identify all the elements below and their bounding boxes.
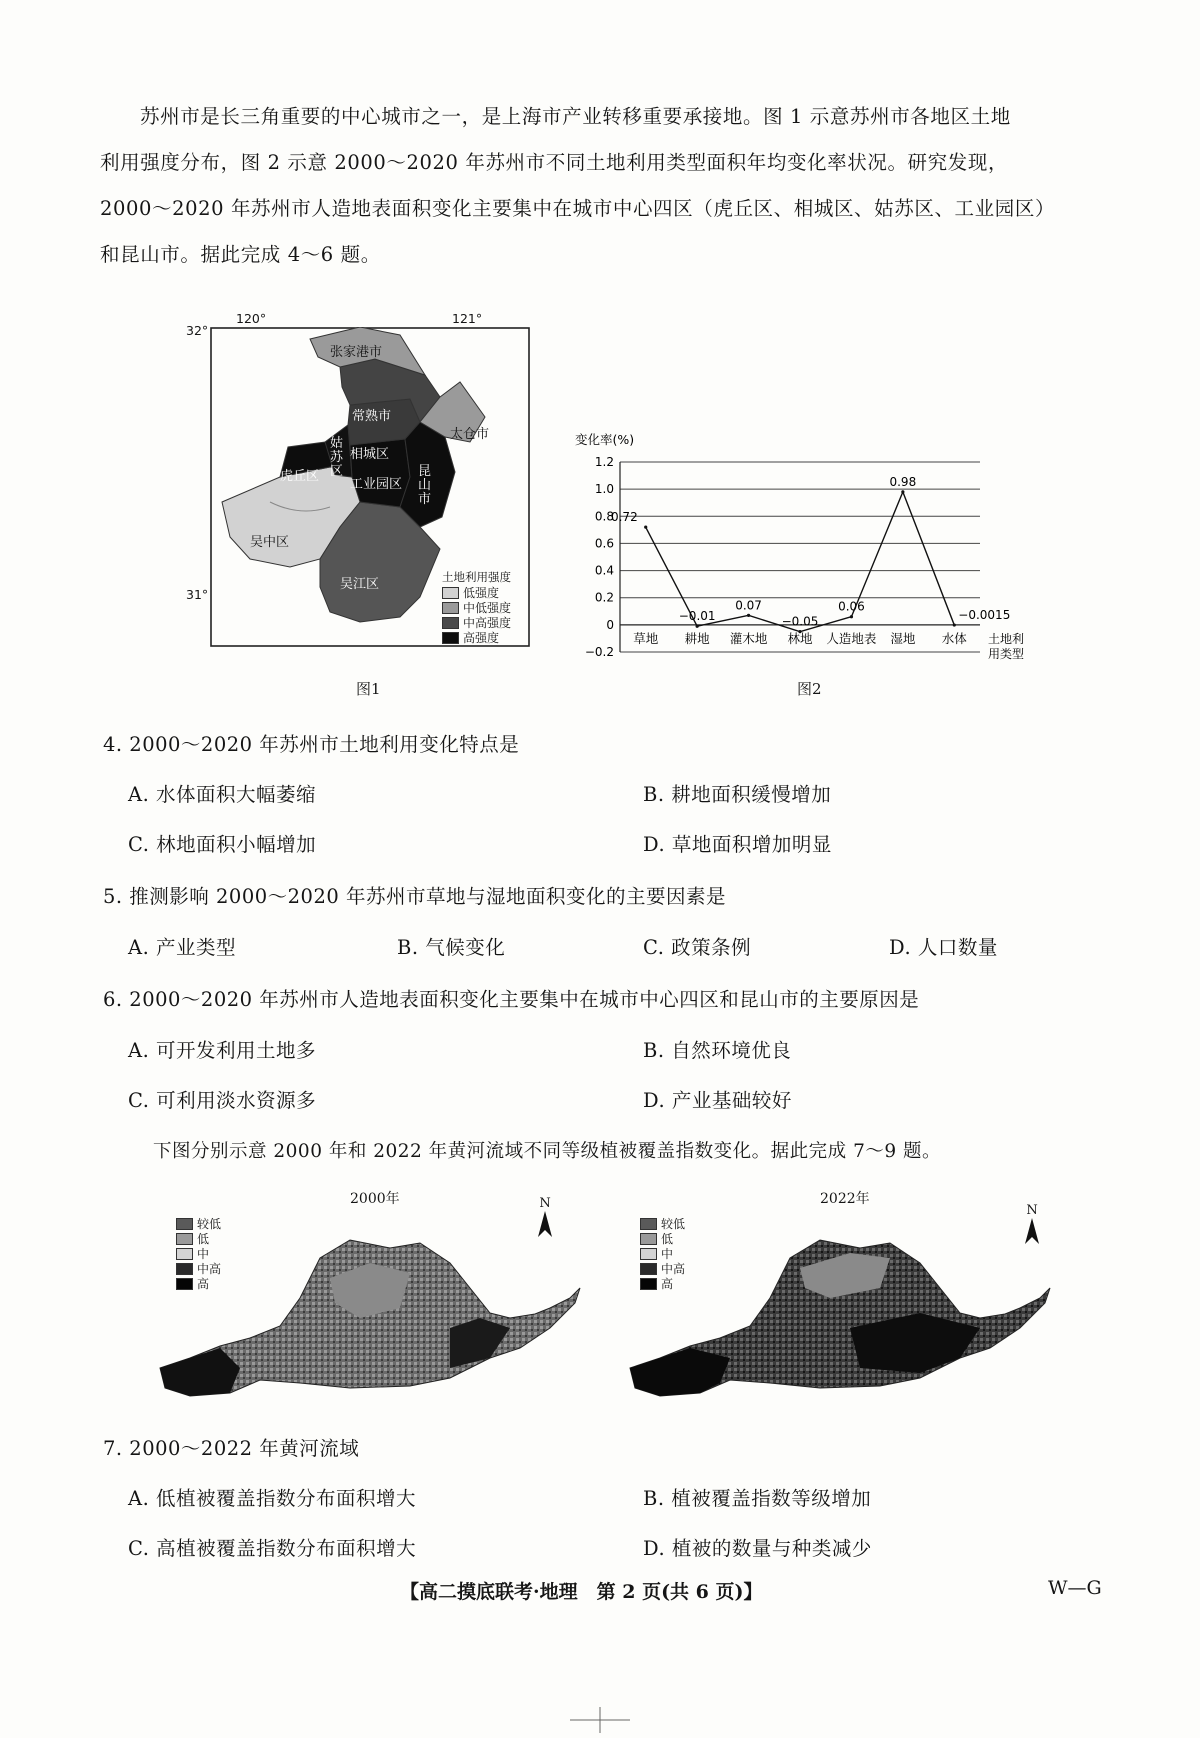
- label-kunshan: 昆山市: [418, 464, 432, 507]
- q6-option-a: A. 可开发利用土地多: [128, 1039, 316, 1062]
- x-axis-title-line-2: 用类型: [988, 646, 1025, 661]
- data-point: [747, 614, 750, 617]
- x-category-label: 灌木地: [729, 630, 768, 646]
- y-tick-label: 0.8: [594, 509, 614, 524]
- fig1-legend-item: 低强度: [442, 585, 511, 600]
- label-huqiu: 虎丘区: [280, 469, 320, 484]
- q5-option-b: B. 气候变化: [397, 936, 506, 959]
- label-changshu: 常熟市: [352, 409, 392, 424]
- q5-stem: 5. 推测影响 2000～2020 年苏州市草地与湿地面积变化的主要因素是: [103, 885, 726, 908]
- fig1-legend-item: 中高强度: [442, 615, 511, 630]
- intro-line-1: 苏州市是长三角重要的中心城市之一，是上海市产业转移重要承接地。图 1 示意苏州市各地区土地: [140, 105, 1011, 128]
- legend-item: 较低: [176, 1216, 221, 1231]
- x-category-label: 草地: [633, 630, 659, 646]
- data-point: [644, 526, 647, 529]
- x-category-label: 人造地表: [826, 630, 877, 646]
- y-tick-label: 0.2: [594, 590, 614, 605]
- intro-paragraph: [100, 94, 1105, 278]
- data-point: [696, 625, 699, 628]
- data-label: −0.05: [781, 614, 819, 629]
- intro-line-2: 利用强度分布，图 2 示意 2000～2020 年苏州市不同土地利用类型面积年均变化率状况。研究发现，: [100, 151, 1009, 174]
- label-wuzhong: 吴中区: [250, 535, 290, 550]
- label-taicang: 太仓市: [450, 427, 490, 442]
- data-label: −0.0015: [958, 608, 1011, 623]
- fig1-legend-title: 土地利用强度: [442, 570, 511, 584]
- q4-stem: 4. 2000～2020 年苏州市土地利用变化特点是: [103, 733, 520, 756]
- data-label: 0.06: [838, 599, 865, 614]
- y-tick-label: −0.2: [584, 645, 614, 659]
- intro-2: 下图分别示意 2000 年和 2022 年黄河流域不同等级植被覆盖指数变化。据此完成 7～9 题。: [153, 1141, 941, 1162]
- y-axis-title: 变化率(%): [575, 432, 635, 447]
- q4-option-a: A. 水体面积大幅萎缩: [128, 783, 316, 806]
- map-2000: [150, 1188, 590, 1403]
- legend-item: 较低: [640, 1216, 685, 1231]
- swatch-high: [442, 632, 459, 644]
- legend-item: 中高: [640, 1261, 685, 1276]
- yellow-river-basin-2000: [150, 1218, 590, 1403]
- data-label: 0.98: [889, 474, 917, 489]
- q7-option-a: A. 低植被覆盖指数分布面积增大: [128, 1487, 416, 1510]
- q6-option-b: B. 自然环境优良: [643, 1039, 792, 1062]
- q5-option-d: D. 人口数量: [889, 936, 998, 959]
- north-arrow-2022: N: [1025, 1203, 1039, 1248]
- q6-option-c: C. 可利用淡水资源多: [128, 1089, 317, 1112]
- q6-stem: 6. 2000～2020 年苏州市人造地表面积变化主要集中在城市中心四区和昆山市的主要原因是: [103, 988, 920, 1011]
- label-wujiang: 吴江区: [340, 577, 380, 592]
- swatch-mid-high: [442, 617, 459, 629]
- legend-item: 低: [176, 1231, 221, 1246]
- fig1-legend-item: 中低强度: [442, 600, 511, 615]
- q4-option-c: C. 林地面积小幅增加: [128, 833, 317, 856]
- map-2022-title: 2022年: [820, 1191, 870, 1207]
- label-yuanqu: 工业园区: [350, 477, 403, 492]
- figure-2-caption: 图2: [797, 680, 822, 698]
- figure-2-chart: [575, 430, 1055, 670]
- legend-item: 高: [176, 1276, 221, 1291]
- paper-code: W—G: [1048, 1577, 1102, 1599]
- registration-mark: [560, 1705, 640, 1735]
- legend-item: 低: [640, 1231, 685, 1246]
- label-xiangcheng: 相城区: [350, 447, 390, 462]
- legend-item: 高: [640, 1276, 685, 1291]
- x-category-label: 耕地: [684, 630, 710, 646]
- x-category-label: 林地: [787, 630, 813, 646]
- swatch-mid-low: [442, 602, 459, 614]
- q7-stem: 7. 2000～2022 年黄河流域: [103, 1437, 360, 1460]
- legend-item: 中高: [176, 1261, 221, 1276]
- q7-option-d: D. 植被的数量与种类减少: [643, 1537, 872, 1560]
- lon-label-121: 121°: [452, 311, 483, 326]
- map-2022: [620, 1188, 1060, 1403]
- q5-option-c: C. 政策条例: [643, 936, 752, 959]
- y-tick-label: 1.2: [594, 455, 614, 469]
- q7-option-b: B. 植被覆盖指数等级增加: [643, 1487, 872, 1510]
- lat-label-32: 32°: [186, 323, 209, 338]
- data-label: −0.01: [678, 609, 716, 624]
- lat-label-31: 31°: [186, 587, 209, 602]
- map-2000-title: 2000年: [350, 1191, 400, 1207]
- data-point: [953, 623, 956, 626]
- data-point: [850, 615, 853, 618]
- label-gusu: 姑苏区: [330, 436, 344, 479]
- q4-option-d: D. 草地面积增加明显: [643, 833, 832, 856]
- data-point: [901, 490, 904, 493]
- page-footer: 【高二摸底联考·地理 第 2 页(共 6 页)】: [400, 1581, 763, 1603]
- y-tick-label: 0.4: [594, 563, 614, 578]
- data-label: 0.07: [735, 598, 762, 613]
- x-category-label: 湿地: [890, 630, 916, 646]
- figure-1-map: [180, 305, 560, 665]
- label-zhangjiagang: 张家港市: [330, 345, 383, 360]
- north-arrow-2000: N: [538, 1196, 552, 1241]
- figure-1-caption: 图1: [356, 680, 381, 698]
- lon-label-120: 120°: [236, 311, 267, 326]
- swatch-low: [442, 587, 459, 599]
- x-axis-title-line-1: 土地利: [988, 631, 1025, 646]
- fig1-legend-item: 高强度: [442, 630, 511, 645]
- y-tick-label: 0.6: [594, 536, 614, 551]
- x-category-label: 水体: [941, 630, 967, 646]
- intro-line-4: 和昆山市。据此完成 4～6 题。: [100, 243, 381, 266]
- q6-option-d: D. 产业基础较好: [643, 1089, 792, 1112]
- legend-item: 中: [176, 1246, 221, 1261]
- q7-option-c: C. 高植被覆盖指数分布面积增大: [128, 1537, 417, 1560]
- y-tick-label: 1.0: [594, 482, 614, 497]
- intro-line-3: 2000～2020 年苏州市人造地表面积变化主要集中在城市中心四区（虎丘区、相城区、姑苏区、工业园区）: [100, 197, 1056, 220]
- q5-option-a: A. 产业类型: [128, 936, 236, 959]
- data-label: 0.72: [610, 510, 638, 525]
- legend-item: 中: [640, 1246, 685, 1261]
- fig1-legend: [442, 569, 511, 645]
- q4-option-b: B. 耕地面积缓慢增加: [643, 783, 832, 806]
- y-tick-label: 0: [606, 617, 614, 632]
- yellow-river-basin-2022: [620, 1218, 1060, 1403]
